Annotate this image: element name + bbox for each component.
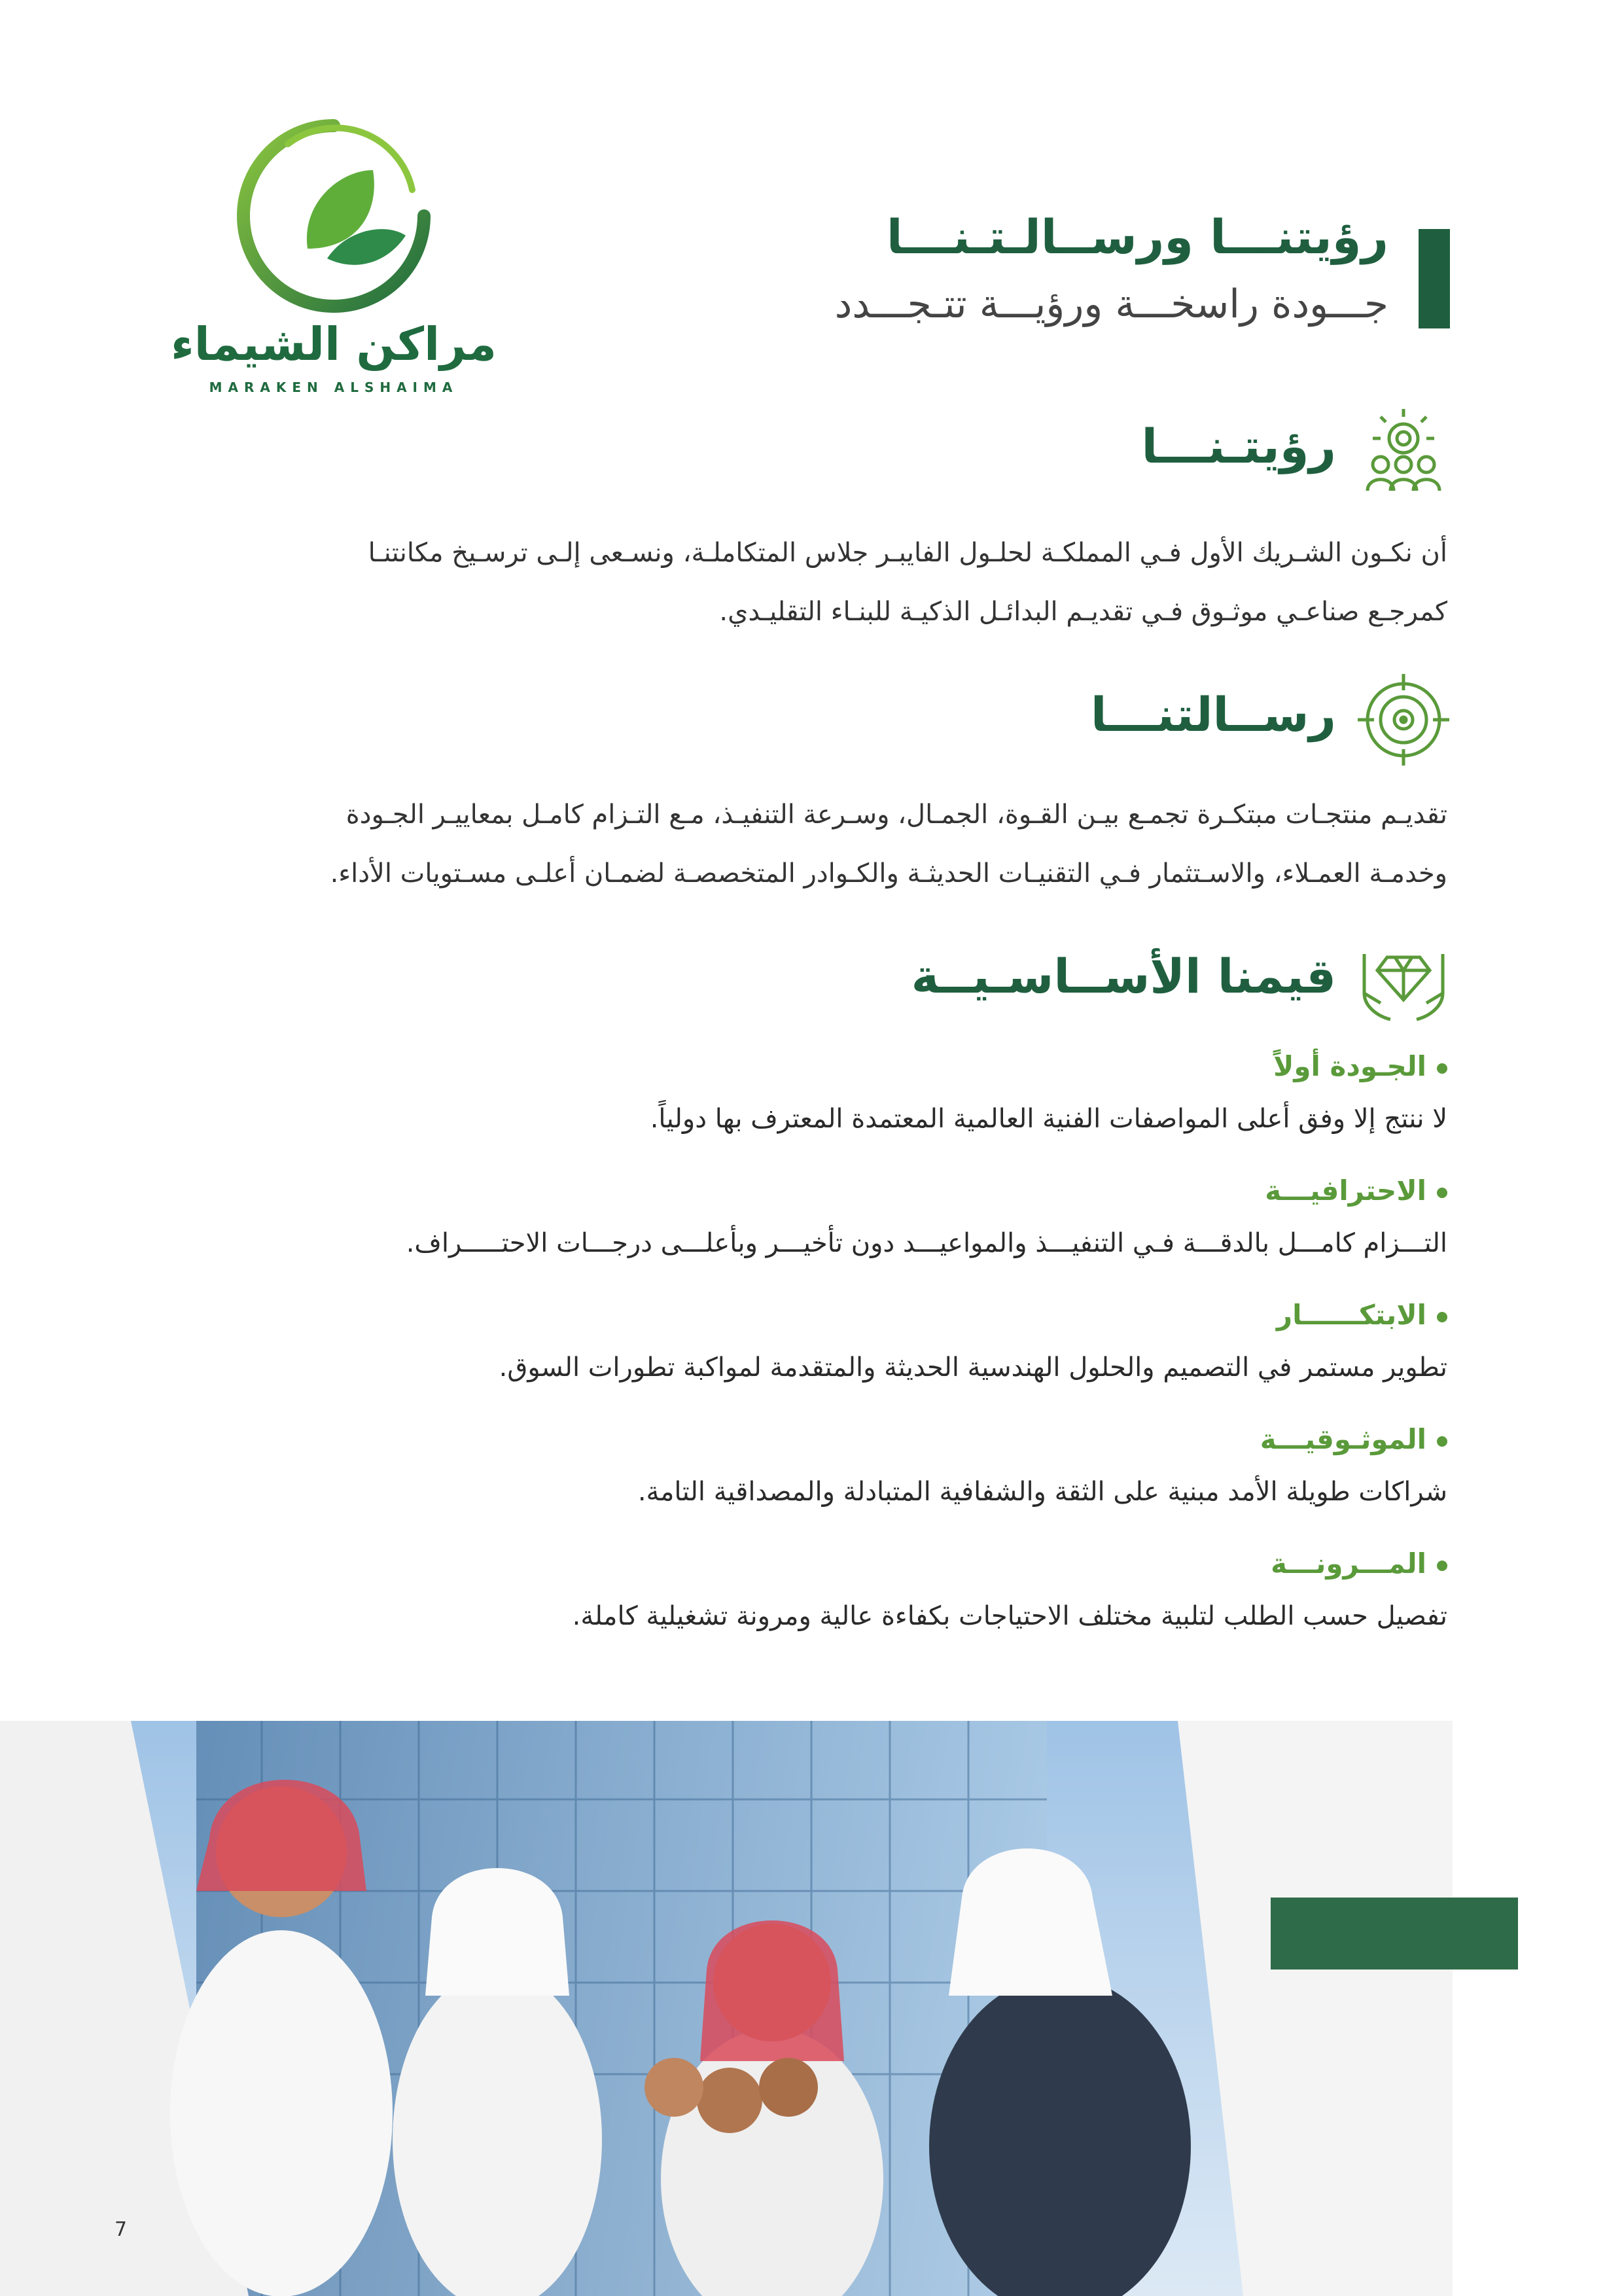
- value-name: الابتكــــــار: [1276, 1299, 1426, 1331]
- page-subtitle: جـــودة راسخـــة ورؤيـــة تتـجـــدد: [834, 281, 1388, 327]
- vision-heading: رؤيتـنـــا: [1141, 419, 1336, 474]
- page-number: 7: [115, 2218, 128, 2241]
- value-description: لا ننتج إلا وفق أعلى المواصفات الفنية العالمية المعتمدة المعترف بها دولياً.: [650, 1104, 1447, 1134]
- logo-arabic-name: مراكن الشيماء: [170, 317, 497, 371]
- value-item: [230, 1292, 1447, 1417]
- value-description: التـــزام كامـــل بالدقـــة فـي التنفيـــذ والمواعيـــد دون تأخيـــر وبأعلـــى درجـــات الاحتـــــراف.: [406, 1228, 1447, 1258]
- mission-line: وخدمـة العمـلاء، والاسـتثمار فـي التقنيـات الحديثـة والكـوادر المتخصصـة لضمـان أعلـى مسـتويات الأداء.: [330, 858, 1447, 889]
- title-accent-bar: [1419, 229, 1450, 328]
- page-title: رؤيتنـــا ورســالـتـنـــا: [886, 209, 1388, 264]
- value-item: [230, 1417, 1447, 1541]
- value-name: المـــرونـــة: [1271, 1547, 1426, 1580]
- decorative-green-block: [1271, 1898, 1518, 1969]
- value-description: شراكات طويلة الأمد مبنية على الثقة والشفافية المتبادلة والمصداقية التامة.: [637, 1477, 1447, 1507]
- bullet-dot: [1437, 1561, 1447, 1571]
- mission-line: تقديـم منتجـات مبتكـرة تجمـع بيـن القـوة، الجمـال، وسـرعة التنفيـذ، مـع التـزام كامـل بمعاييـر الجـودة: [345, 800, 1447, 830]
- vision-line: كمرجـع صناعـي موثـوق فـي تقديـم البدائـل الذكيـة للبنـاء التقليـدي.: [719, 597, 1447, 627]
- vision-paragraph: [230, 523, 1447, 641]
- value-name: الموثـوقيـــة: [1260, 1423, 1426, 1455]
- bullet-dot: [1437, 1063, 1447, 1074]
- value-name: الجـودة أولاً: [1273, 1050, 1426, 1082]
- team-fist-bump-photo: [0, 1721, 1453, 2296]
- mission-heading: رســالتنـــا: [1090, 687, 1336, 742]
- bullet-dot: [1437, 1312, 1447, 1322]
- mission-paragraph: [230, 785, 1447, 903]
- value-item: [230, 1541, 1447, 1665]
- company-logo: [164, 118, 504, 406]
- value-item: [230, 1168, 1447, 1292]
- target-icon: [1354, 671, 1453, 769]
- values-list: [230, 1044, 1447, 1665]
- team-idea-icon: [1354, 402, 1453, 501]
- value-name: الاحترافيـــة: [1265, 1174, 1426, 1207]
- value-description: تفصيل حسب الطلب لتلبية مختلف الاحتياجات بكفاءة عالية ومرونة تشغيلية كاملة.: [572, 1601, 1447, 1631]
- bullet-dot: [1437, 1188, 1447, 1198]
- diamond-hands-icon: [1354, 928, 1453, 1026]
- value-description: تطوير مستمر في التصميم والحلول الهندسية الحديثة والمتقدمة لمواكبة تطورات السوق.: [499, 1352, 1447, 1383]
- logo-english-name: MARAKEN ALSHAIMA: [209, 380, 459, 395]
- vision-line: أن نكـون الشـريك الأول فـي المملكـة لحلـول الفايبـر جلاس المتكاملـة، ونسـعى إلـى ترسـيخ مكانتنـا: [368, 538, 1447, 568]
- values-heading: قيمنا الأســاسـيــة: [911, 949, 1336, 1004]
- bullet-dot: [1437, 1436, 1447, 1447]
- leaf-circle-logo-icon: [236, 118, 432, 314]
- value-item: [230, 1044, 1447, 1168]
